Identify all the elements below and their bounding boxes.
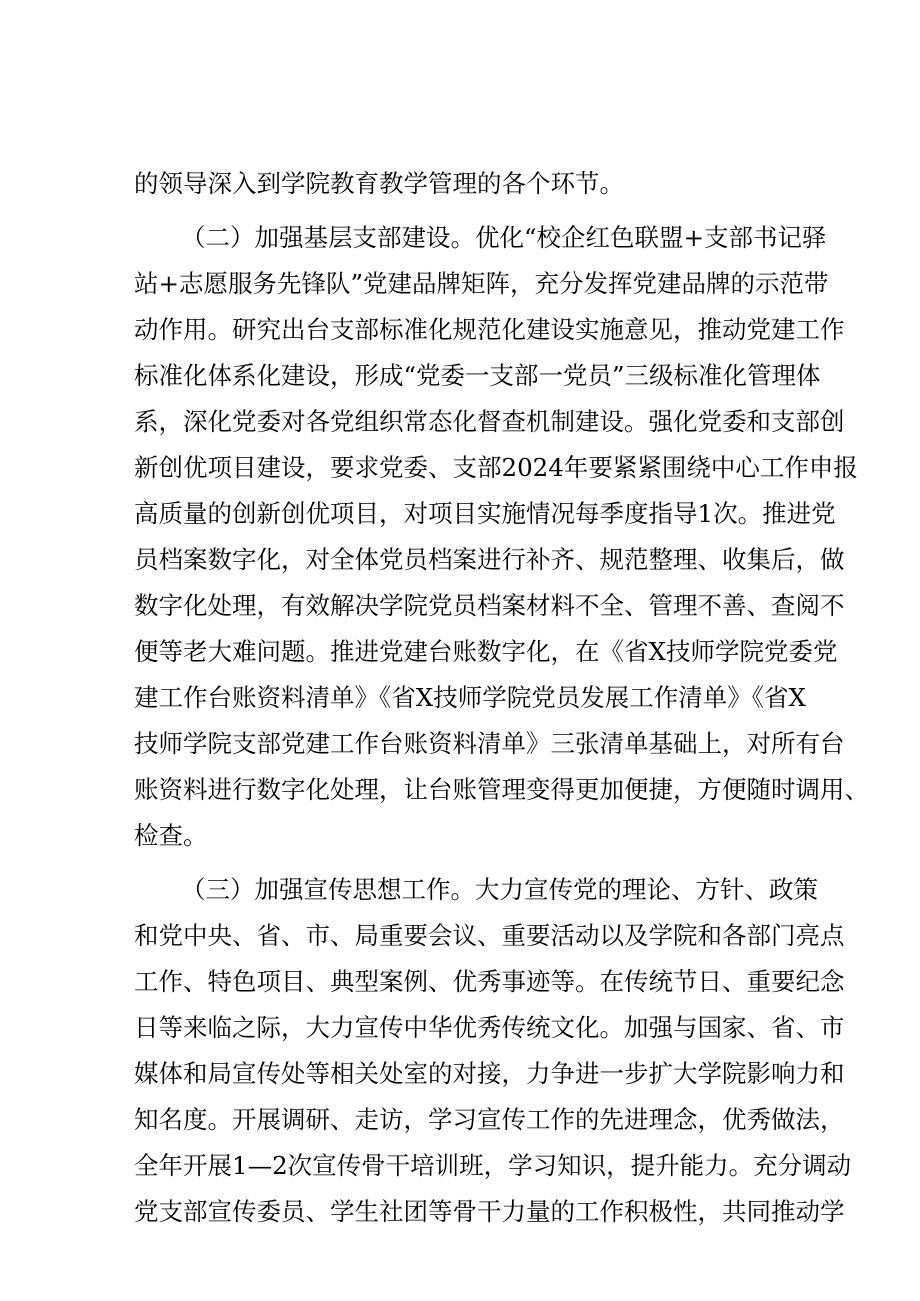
text-line: 系，深化党委对各党组织常态化督查机制建设。强化党委和支部创	[134, 407, 845, 436]
text-line: 便等老大难问题。推进党建台账数字化，在《省X技师学院党委党	[134, 637, 838, 666]
text-line: 员档案数字化，对全体党员档案进行补齐、规范整理、收集后，做	[134, 545, 845, 574]
text-line: 新创优项目建设，要求党委、支部2024年要紧紧围绕中心工作申报	[134, 453, 858, 482]
text-line: 账资料进行数字化处理，让台账管理变得更加便捷，方便随时调用、	[134, 775, 869, 804]
text-line: 站+志愿服务先锋队”党建品牌矩阵，充分发挥党建品牌的示范带	[134, 269, 829, 298]
text-line: 日等来临之际，大力宣传中华优秀传统文化。加强与国家、省、市	[134, 1013, 845, 1042]
text-line: 检查。	[134, 821, 208, 850]
text-line: 工作、特色项目、典型案例、优秀事迹等。在传统节日、重要纪念	[134, 967, 845, 996]
text-line: 数字化处理，有效解决学院党员档案材料不全、管理不善、查阅不	[134, 591, 845, 620]
text-line: 的领导深入到学院教育教学管理的各个环节。	[134, 169, 624, 198]
text-line: 动作用。研究出台支部标准化规范化建设实施意见，推动党建工作	[134, 315, 845, 344]
text-line: 建工作台账资料清单》《省X技师学院党员发展工作清单》《省X	[134, 683, 806, 712]
text-line: 党支部宣传委员、学生社团等骨干力量的工作积极性，共同推动学	[134, 1197, 845, 1226]
section-heading-line: （二）加强基层支部建设。优化“校企红色联盟+支部书记驿	[181, 223, 827, 252]
text-line: 标准化体系化建设，形成“党委一支部一党员”三级标准化管理体	[134, 361, 821, 390]
text-line: 高质量的创新创优项目，对项目实施情况每季度指导1次。推进党	[134, 499, 836, 528]
text-line: 和党中央、省、市、局重要会议、重要活动以及学院和各部门亮点	[134, 921, 845, 950]
section-heading-line: （三）加强宣传思想工作。大力宣传党的理论、方针、政策	[181, 875, 818, 904]
text-line: 全年开展1—2次宣传骨干培训班，学习知识，提升能力。充分调动	[134, 1151, 852, 1180]
text-line: 技师学院支部党建工作台账资料清单》三张清单基础上，对所有台	[134, 729, 845, 758]
text-line: 知名度。开展调研、走访，学习宣传工作的先进理念，优秀做法，	[134, 1105, 845, 1134]
text-line: 媒体和局宣传处等相关处室的对接，力争进一步扩大学院影响力和	[134, 1059, 845, 1088]
